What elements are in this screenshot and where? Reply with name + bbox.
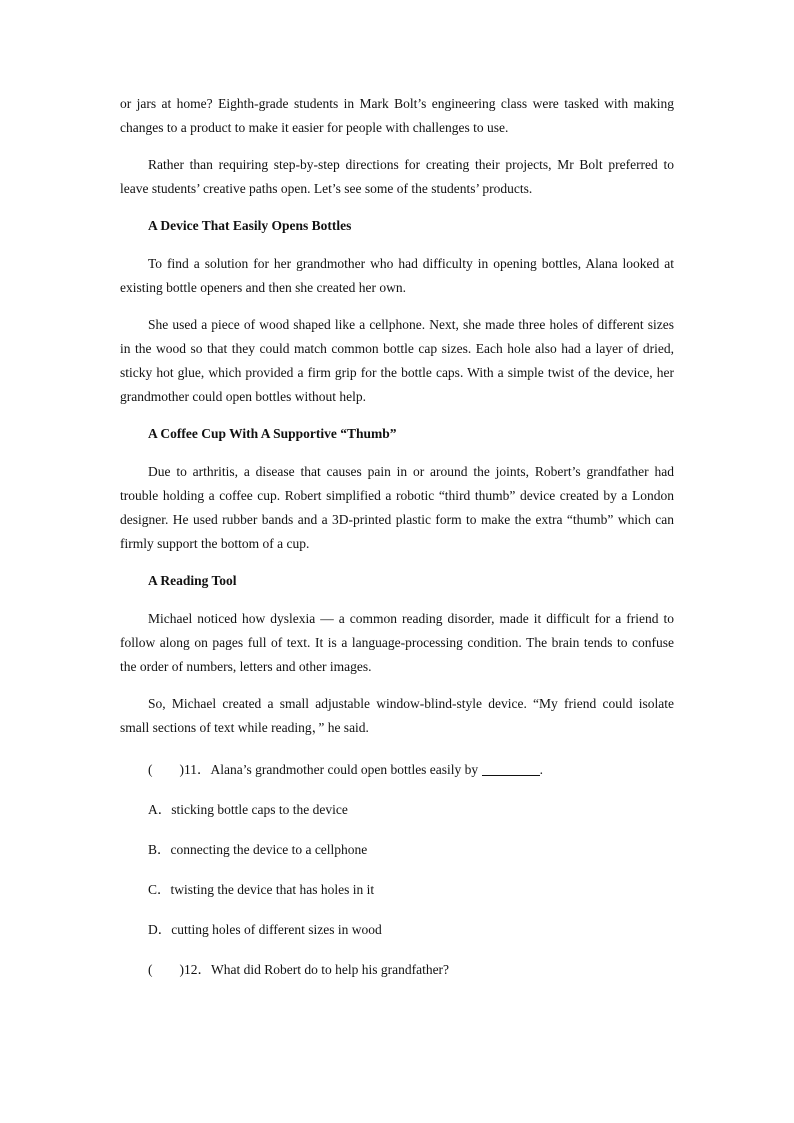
- option-c: C．twisting the device that has holes in it: [148, 882, 375, 897]
- answer-blank: [482, 761, 540, 776]
- section-heading-coffee-cup: A Coffee Cup With A Supportive “Thumb”: [148, 426, 397, 441]
- passage-paragraph-3: To find a solution for her grandmother who had difficulty in opening bottles, Alana looked at existing bottle openers and then she created her own.: [120, 256, 674, 295]
- section-heading-bottle-device: A Device That Easily Opens Bottles: [148, 218, 352, 233]
- question-11-end: .: [539, 762, 543, 777]
- passage-paragraph-4: She used a piece of wood shaped like a cellphone. Next, she made three holes of different sizes in the wood so that they could match common bottle cap sizes. Each hole also had a layer of dried, sticky hot glue, which provided a firm grip for the bottle caps. With a simple twist of the device, her grandmother could open bottles without help.: [120, 317, 674, 404]
- passage-paragraph-1: or jars at home? Eighth-grade students in Mark Bolt’s engineering class were tasked with making changes to a product to make it easier for people with challenges to use.: [120, 96, 674, 135]
- section-heading-reading-tool: A Reading Tool: [148, 573, 237, 588]
- passage-paragraph-6: Michael noticed how dyslexia — a common reading disorder, made it difficult for a friend to follow along on pages full of text. It is a language-processing condition. The brain tends to confuse the order of numbers, letters and other images.: [120, 611, 674, 674]
- passage-paragraph-7: So, Michael created a small adjustable window-blind-style device. “My friend could isolate small sections of text while reading，” he said.: [120, 696, 674, 735]
- option-d: D．cutting holes of different sizes in wood: [148, 922, 382, 937]
- option-a: A．sticking bottle caps to the device: [148, 802, 348, 817]
- question-12: ( )12．What did Robert do to help his grandfather?: [148, 962, 450, 977]
- document-page: [120, 92, 674, 998]
- question-11: [120, 758, 674, 782]
- passage-paragraph-5: Due to arthritis, a disease that causes pain in or around the joints, Robert’s grandfather had trouble holding a coffee cup. Robert simplified a robotic “third thumb” device created by a London designer. He used rubber bands and a 3D-printed plastic form to make the extra “thumb” which can firmly support the bottom of a cup.: [120, 464, 674, 551]
- question-11-text: ( )11．Alana’s grandmother could open bottles easily by: [148, 762, 482, 777]
- option-b: B．connecting the device to a cellphone: [148, 842, 368, 857]
- passage-paragraph-2: Rather than requiring step-by-step directions for creating their projects, Mr Bolt preferred to leave students’ creative paths open. Let’s see some of the students’ products.: [120, 157, 674, 196]
